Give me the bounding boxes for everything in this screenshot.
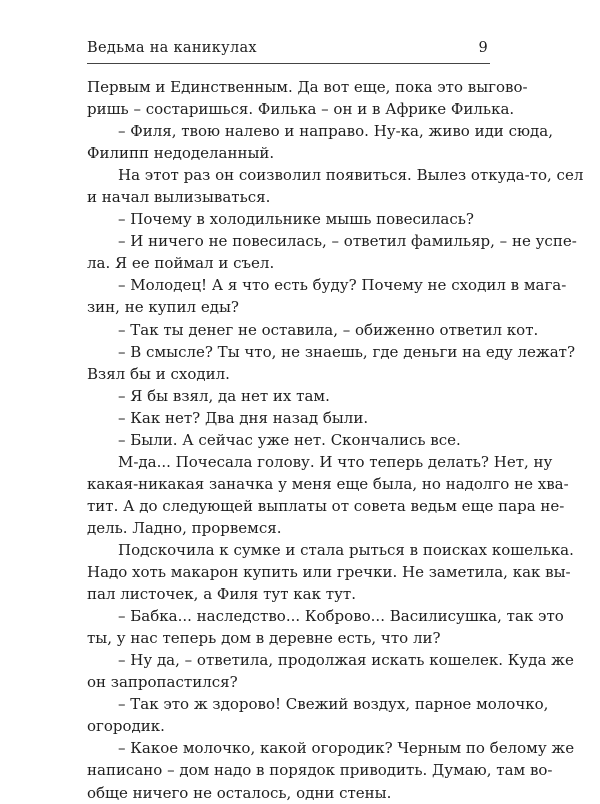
- text-line: – Бабка... наследство... Коброво... Василисушка, так это: [118, 607, 564, 626]
- text-line: На этот раз он соизволил появиться. Вылез откуда-то, сел: [118, 166, 584, 185]
- text-line: зин, не купил еды?: [87, 298, 239, 317]
- text-line: он запропастился?: [87, 673, 238, 692]
- text-line: Подскочила к сумке и стала рыться в поисках кошелька.: [118, 540, 574, 559]
- page-number: 9: [478, 40, 488, 56]
- text-line: и начал вылизываться.: [87, 188, 271, 207]
- text-line: – Так это ж здорово! Свежий воздух, парное молочко,: [118, 695, 549, 714]
- text-line: М-да... Почесала голову. И что теперь делать? Нет, ну: [118, 452, 553, 471]
- text-line: – Я бы взял, да нет их там.: [118, 386, 330, 405]
- text-line: – Были. А сейчас уже нет. Скончались все.: [118, 430, 461, 449]
- text-line: ты, у нас теперь дом в деревне есть, что ли?: [87, 629, 441, 648]
- text-line: – Как нет? Два дня назад были.: [118, 408, 369, 427]
- text-line: Филипп недоделанный.: [87, 144, 275, 163]
- text-line: тит. А до следующей выплаты от совета ведьм еще пара не-: [87, 496, 565, 515]
- text-line: какая-никакая заначка у меня еще была, но надолго не хва-: [87, 474, 569, 493]
- text-line: – Так ты денег не оставила, – обиженно ответил кот.: [118, 320, 539, 339]
- text-line: – Какое молочко, какой огородик? Черным по белому же: [118, 739, 575, 758]
- text-line: ла. Я ее поймал и съел.: [87, 254, 275, 273]
- body-text: [87, 76, 584, 804]
- text-line: – И ничего не повесилась, – ответил фамильяр, – не успе-: [118, 232, 577, 251]
- header-rule: [87, 63, 490, 64]
- text-line: ришь – состаришься. Филька – он и в Африке Филька.: [87, 100, 515, 119]
- text-line: написано – дом надо в порядок приводить. Думаю, там во-: [87, 761, 553, 780]
- text-line: – Филя, твою налево и направо. Ну-ка, живо иди сюда,: [118, 122, 553, 141]
- text-line: дель. Ладно, прорвемся.: [87, 518, 282, 537]
- running-header: [87, 40, 490, 64]
- text-line: – Ну да, – ответила, продолжая искать кошелек. Куда же: [118, 651, 574, 670]
- text-line: – Молодец! А я что есть буду? Почему не сходил в мага-: [118, 276, 567, 295]
- text-line: – В смысле? Ты что, не знаешь, где деньги на еду лежат?: [118, 342, 576, 361]
- running-title: Ведьма на каникулах: [87, 40, 257, 56]
- text-line: Взял бы и сходил.: [87, 364, 230, 383]
- text-line: Первым и Единственным. Да вот еще, пока это выгово-: [87, 78, 528, 96]
- text-line: огородик.: [87, 717, 165, 736]
- text-line: пал листочек, а Филя тут как тут.: [87, 585, 356, 604]
- text-line: обще ничего не осталось, одни стены.: [87, 783, 392, 802]
- text-line: Надо хоть макарон купить или гречки. Не заметила, как вы-: [87, 563, 571, 582]
- text-line: – Почему в холодильнике мышь повесилась?: [118, 210, 474, 229]
